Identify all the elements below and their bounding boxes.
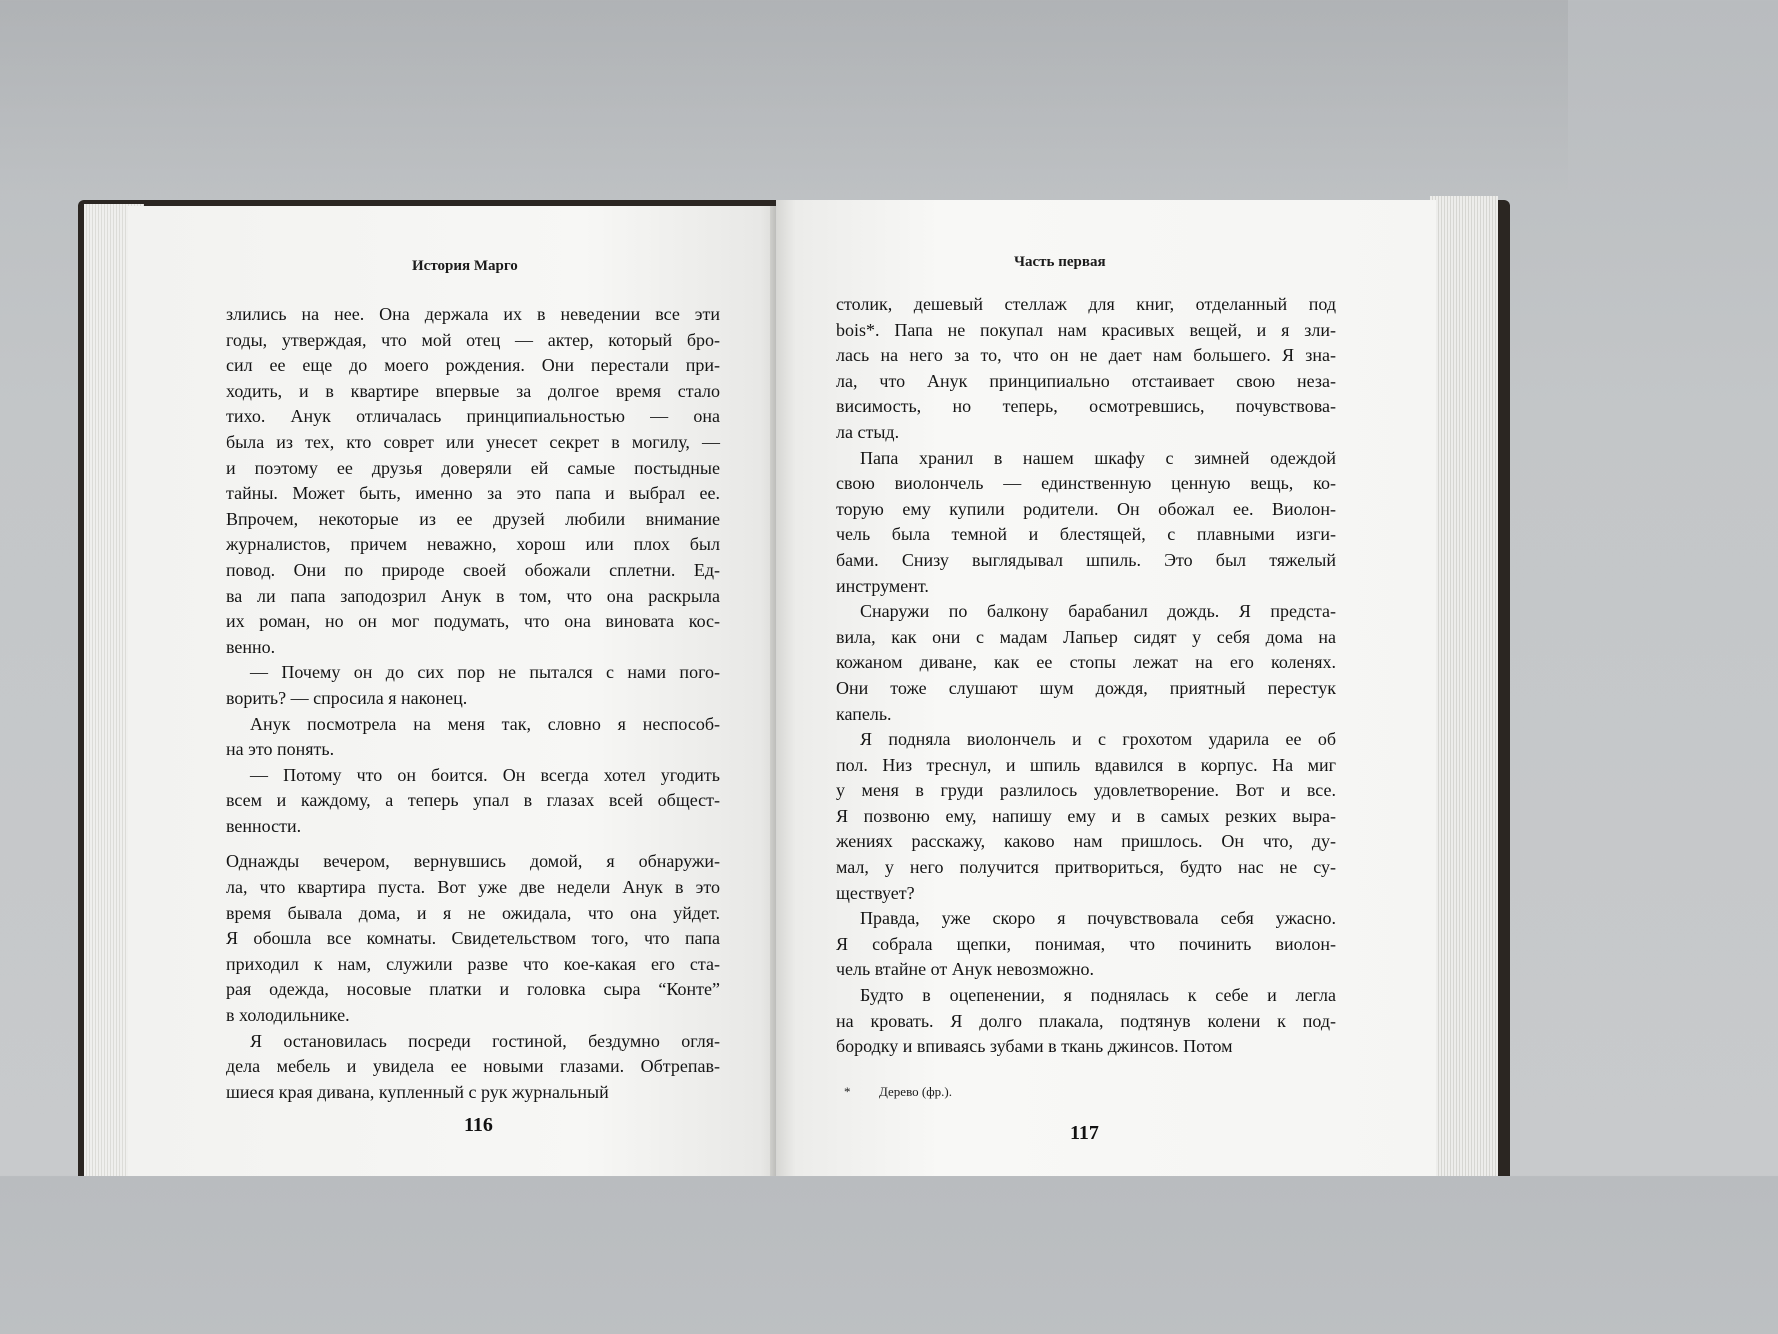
right-page-body — [836, 292, 1336, 1060]
text-line: у меня в груди разлилось удовлетворение. Вот и все. — [836, 780, 1336, 801]
text-line: лась на него за то, что он не дает нам большего. Я зна- — [836, 345, 1336, 366]
text-line: ла, что Анук принципиально отстаивает свою неза- — [836, 370, 1336, 391]
text-line: Впрочем, некоторые из ее друзей любили внимание — [226, 508, 720, 529]
text-line: бами. Снизу выглядывал шпиль. Это был тяжелый — [836, 549, 1336, 570]
text-line: капель. — [836, 703, 892, 724]
text-line: Анук посмотрела на меня так, словно я неспособ- — [250, 713, 720, 734]
backdrop-shadow — [0, 0, 1568, 200]
text-line: Однажды вечером, вернувшись домой, я обнаружи- — [226, 851, 720, 872]
text-line: журналистов, причем неважно, хорош или плох был — [226, 534, 720, 555]
text-line: и поэтому ее друзья доверяли ей самые постыдные — [226, 457, 720, 478]
text-line: Правда, уже скоро я почувствовала себя ужасно. — [860, 908, 1336, 929]
footnote — [844, 1084, 952, 1100]
left-page-body — [226, 302, 720, 1105]
right-page-edges — [1430, 196, 1498, 1176]
text-line: чель втайне от Анук невозможно. — [836, 959, 1094, 980]
text-line: Я обошла все комнаты. Свидетельством того, что папа — [226, 928, 720, 949]
text-line: на это понять. — [226, 739, 335, 760]
text-line: ва ли папа заподозрил Анук в том, что она раскрыла — [226, 585, 720, 606]
text-line: всем и каждому, а теперь упал в глазах всей общест- — [226, 790, 720, 811]
text-line: кожаном диване, как ее стопы лежат на его коленях. — [836, 652, 1336, 673]
text-line: жениях расскажу, каково нам пришлось. Он что, ду- — [836, 831, 1336, 852]
text-line: Я собрала щепки, понимая, что починить виолон- — [836, 933, 1336, 954]
running-header-left: История Марго — [412, 258, 518, 274]
text-line: свою виолончель — единственную ценную вещь, ко- — [836, 473, 1336, 494]
text-line: в холодильнике. — [226, 1005, 350, 1026]
text-line: пол. Низ треснул, и шпиль вдавился в корпус. На миг — [836, 754, 1336, 775]
text-line: чель была темной и блестящей, с плавными изги- — [836, 524, 1336, 545]
text-line: время бывала дома, и я не ожидала, что она уйдет. — [226, 902, 720, 923]
text-line: мал, у него получится притвориться, будто нас не су- — [836, 857, 1336, 878]
page-number-left: 116 — [464, 1114, 493, 1136]
text-line: приходил к нам, служили разве что кое-какая его ста- — [226, 953, 720, 974]
text-line: дела мебель и увидела ее новыми глазами. Обтрепав- — [226, 1056, 720, 1077]
text-line: годы, утверждая, что мой отец — актер, который бро- — [226, 329, 720, 350]
text-line: ходить, и в квартире впервые за долгое время стало — [226, 380, 720, 401]
text-line: их роман, но он мог подумать, что она виновата кос- — [226, 611, 720, 632]
text-line: венности. — [226, 815, 302, 836]
text-line: висимость, но теперь, осмотревшись, почувствова- — [836, 396, 1336, 417]
text-line: тихо. Анук отличалась принципиальностью — она — [226, 406, 720, 427]
text-line: злились на нее. Она держала их в неведении все эти — [226, 304, 720, 324]
text-line: ворить? — спросила я наконец. — [226, 687, 468, 708]
text-line: Я подняла виолончель и с грохотом ударила ее об — [860, 729, 1336, 750]
text-line: ществует? — [836, 882, 915, 903]
section-break — [226, 839, 720, 849]
text-line: Снаружи по балкону барабанил дождь. Я предста- — [860, 601, 1336, 622]
text-line: — Потому что он боится. Он всегда хотел угодить — [250, 764, 720, 785]
text-line: — Почему он до сих пор не пытался с нами пого- — [250, 662, 720, 683]
text-line: была из тех, кто соврет или унесет секрет в могилу, — — [226, 431, 720, 452]
text-line: венно. — [226, 636, 276, 657]
text-line: Они тоже слушают шум дождя, приятный перестук — [836, 677, 1336, 698]
text-line: тайны. Может быть, именно за это папа и выбрал ее. — [226, 483, 720, 504]
text-line: Я позвоню ему, напишу ему и в самых резких выра- — [836, 805, 1336, 826]
right-page — [776, 200, 1436, 1176]
text-line: вила, как они с мадам Лапьер сидят у себя дома на — [836, 626, 1336, 647]
text-line: сил ее еще до моего рождения. Они перестали при- — [226, 355, 720, 376]
left-page — [128, 206, 780, 1176]
footnote-mark: * — [844, 1084, 851, 1099]
text-line: инструмент. — [836, 575, 929, 596]
text-line: повод. Они по природе своей обожали сплетни. Ед- — [226, 559, 720, 580]
text-line: на кровать. Я долго плакала, подтянув колени к под- — [836, 1010, 1336, 1031]
text-line: бородку и впиваясь зубами в ткань джинсов. Потом — [836, 1036, 1233, 1057]
running-header-right: Часть первая — [1014, 254, 1106, 270]
footnote-text: Дерево (фр.). — [879, 1084, 952, 1099]
text-line: Будто в оцепенении, я поднялась к себе и легла — [860, 985, 1336, 1006]
text-line: шиеся края дивана, купленный с рук журнальный — [226, 1081, 609, 1102]
page-number-right: 117 — [1070, 1122, 1099, 1144]
text-line: bois*. Папа не покупал нам красивых вещей, и я зли- — [836, 319, 1336, 340]
text-line: ла стыд. — [836, 421, 900, 442]
text-line: торую ему купили родители. Он обожал ее. Виолон- — [836, 498, 1336, 519]
text-line: рая одежда, носовые платки и головка сыра “Конте” — [226, 979, 720, 1000]
text-line: Папа хранил в нашем шкафу с зимней одеждой — [860, 447, 1336, 468]
text-line: ла, что квартира пуста. Вот уже две недели Анук в это — [226, 877, 720, 898]
text-line: столик, дешевый стеллаж для книг, отделанный под — [836, 294, 1336, 314]
text-line: Я остановилась посреди гостиной, бездумно огля- — [250, 1030, 720, 1051]
